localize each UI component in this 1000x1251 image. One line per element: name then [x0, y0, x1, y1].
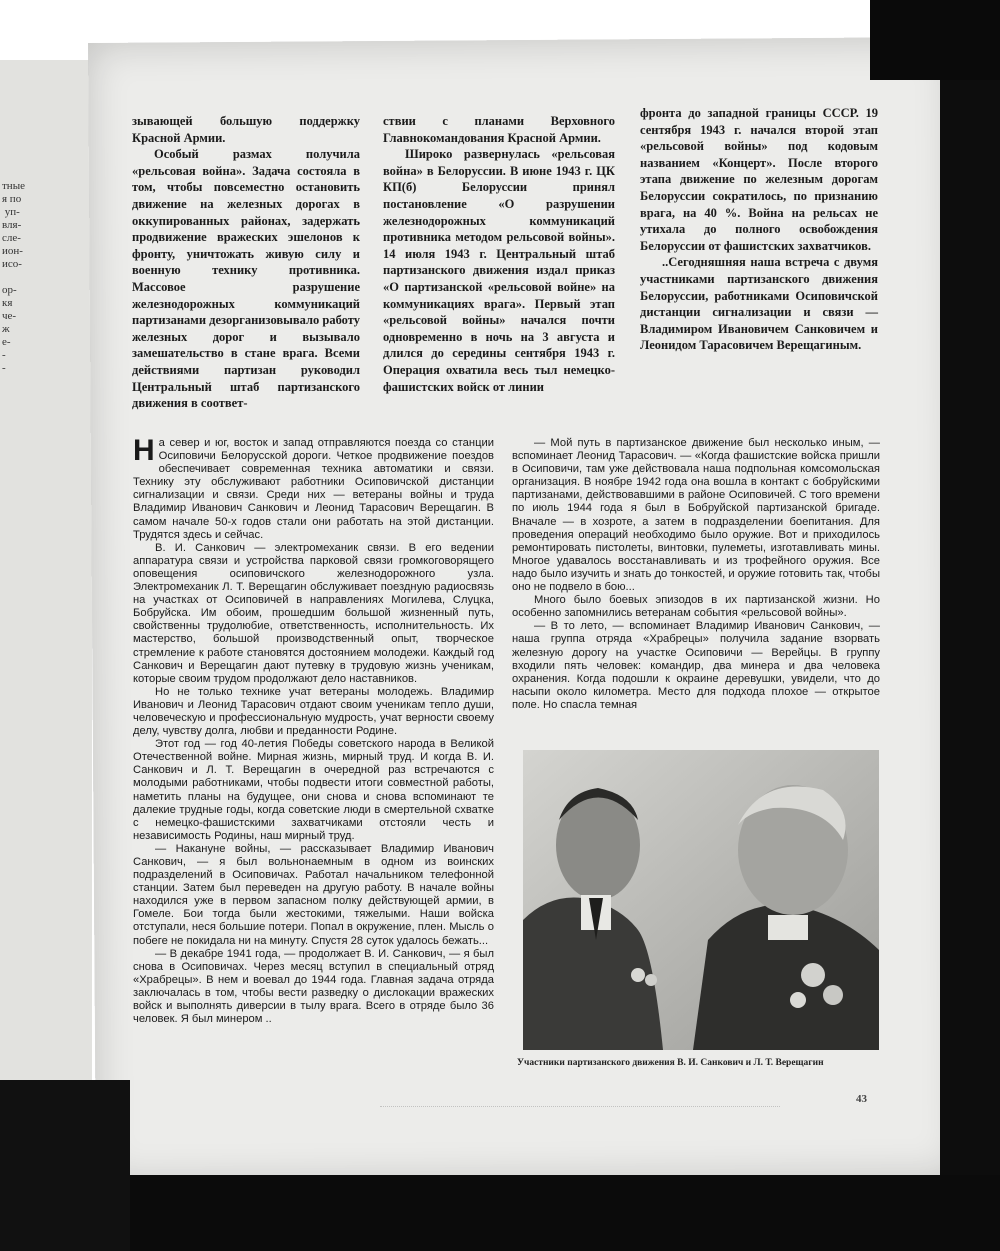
photo-caption: Участники партизанского движения В. И. Санкович и Л. Т. Верещагин: [517, 1058, 824, 1068]
paragraph: — Накануне войны, — рассказывает Владимир Иванович Санкович, — я был вольнонаемным в одном из воинских подразделений в Осиповичах. Работал начальником телефонной станции. Затем был переведен на другую работу. В начале войны находился уже в первом запасном полку действующей армии, в Гомеле. Бои тогда были жестокими, тяжелыми. Наши войска отступали, неся большие потери. Попал в окружение, плен. Мысль о побеге не покидала ни на минуту. Спустя 28 суток удалось бежать...: [133, 842, 494, 947]
drop-cap: Н: [133, 434, 155, 467]
paragraph: фронта до западной границы СССР. 19 сентября 1943 г. начался второй этап «рельсовой войны» под кодовым названием «Концерт». После второго этапа движение по железным дорогам Белоруссии сократилось, по признанию врага, на 40 %. Война на рельсах не утихала до полного освобождения Белоруссии от фашистских захватчиков.: [640, 106, 878, 253]
veterans-photo: [523, 750, 879, 1050]
paragraph-text: а север и юг, восток и запад отправляются поезда со станции Осиповичи Белорусской дороги. Четкое продвижение поездов обеспечивает современная техника автоматики и связи. Технику эту обслуживают работники Осиповичской дистанции сигнализации и связи. Среди них — ветераны войны и труда Владимир Иванович Санкович и Леонид Тарасович Верещагин. В самом начале 50-х годов стали они работать на этой дистанции. Трудятся здесь и сейчас.: [133, 437, 494, 541]
paragraph: Этот год — год 40-летия Победы советского народа в Великой Отечественной войне. Мирная жизнь, мирный труд. И когда В. И. Санкович и Л. Т. Верещагин в очередной раз встречаются с молодыми работниками, чтобы подвести итоги совместной работы, наметить планы на будущее, они снова и снова вспоминают те далекие трудные годы, когда советские люди в смертельной схватке с немецко-фашистскими захватчиками отстояли честь и независимость Родины, наш мирный труд.: [133, 738, 494, 842]
article-right-column: [512, 437, 880, 712]
paragraph: ..Сегодняшняя наша встреча с двумя участниками партизанского движения Белоруссии, работниками Осиповичской дистанции сигнализации и связи — Владимиром Ивановичем Санковичем и Леонидом Тарасовичем Верещагиным.: [640, 255, 878, 353]
paragraph: Широко развернулась «рельсовая война» в Белоруссии. В июне 1943 г. ЦК КП(б) Белоруссии принял постановление «О разрушении железнодорожных коммуникаций противника методом рельсовой войны». 14 июля 1943 г. Центральный штаб партизанского движения издал приказ «О партизанской «рельсовой войне» на коммуникациях врага». Первый этап «рельсовой войны» начался почти одновременно в ночь на 3 августа и длился до середины сентября 1943 г. Операция охватила весь тыл немецко-фашистских войск от линии: [383, 147, 615, 394]
scan-border-corner: [0, 1080, 130, 1251]
first-paragraph: [133, 434, 494, 542]
paragraph: Много было боевых эпизодов в их партизанской жизни. Но особенно запомнились ветеранам события «рельсовой войны».: [512, 594, 880, 620]
previous-page-fragments: тные я по уп- вля- сле- ион- исо- ор- кя че- ж е- - -: [2, 180, 25, 374]
photo-illustration: [523, 750, 879, 1050]
scan-border-right: [940, 0, 1000, 1251]
paragraph: Но не только технике учат ветераны молодежь. Владимир Иванович и Леонид Тарасович отдают своим ученикам тепло души, человеческую и профессиональную мудрость, учат верности своему делу, чувству долга, любви и преданности Родине.: [133, 685, 494, 738]
paragraph: зывающей большую поддержку Красной Армии.: [132, 114, 360, 145]
paragraph: — В то лето, — вспоминает Владимир Иванович Санкович, — наша группа отряда «Храбрецы» получила задание взорвать железную дорогу на участке Осиповичи — Верейцы. В группу входили пять человек: командир, два минера и два человека охранения. Когда подошли к окраине деревушки, увидели, что до насыпи около километра. Место для подхода плохое — открытое поле. Но спасла темная: [512, 620, 880, 711]
paragraph: — Мой путь в партизанское движение был несколько иным, — вспоминает Леонид Тарасович. — «Когда фашистские войска пришли в Осиповичи, там уже действовала наша подпольная комсомольская организация. В ноябре 1942 года она вошла в контакт с бобруйскими партизанами, действовавшими в районе Осиповичей. С того времени по июль 1944 года я был в Бобруйской партизанской бригаде. Вначале — в хозроте, а затем в подразделении боепитания. Для проведения операций необходимо было оружие. Вот и приходилось ремонтировать пистолеты, винтовки, пулеметы, изготавливать мины. Многое удавалось восстанавливать и из трофейного оружия. Все надо было изучить и знать до тонкостей, и оружие готовить так, чтобы оно не подвело в бою...: [512, 437, 880, 594]
scan-border-bottom: [0, 1175, 1000, 1251]
paragraph: ствии с планами Верховного Главнокомандования Красной Армии.: [383, 114, 615, 145]
print-smudge: [380, 1100, 780, 1107]
paragraph: В. И. Санкович — электромеханик связи. В его ведении аппаратура связи и устройства парковой связи громкоговорящего оповещения осиповичского железнодорожного узла. Электромеханик Л. Т. Верещагин обслуживает поездную радиосвязь на участках от Осиповичей в направлениях Могилева, Слуцка, Бобруйска. Им обоим, прошедшим большой жизненный путь, свойственны трудолюбие, ответственность, исполнительность. Их мастерство, большой производственный опыт, творческое стремление к работе становятся достоянием молодежи. Каждый год Санкович и Верещагин дают путевку в трудовую жизнь ученикам, которые своим трудом продолжают дело наставников.: [133, 541, 494, 685]
intro-column-1: [132, 113, 360, 412]
page-number: 43: [856, 1093, 867, 1105]
paragraph: Особый размах получила «рельсовая война». Задача состояла в том, чтобы повсеместно остановить движение на железных дорогах в оккупированных районах, задержать продвижение вражеских эшелонов к фронту, уничтожать живую силу и военную технику противника. Массовое разрушение железнодорожных коммуникаций партизанами дезорганизовывало работу железных дорог и вызывало замешательство в стане врага. Всеми действиями партизан руководил Центральный штаб партизанского движения в соответ-: [132, 147, 360, 411]
intro-column-2: [383, 113, 615, 395]
paragraph: — В декабре 1941 года, — продолжает В. И. Санкович, — я был снова в Осиповичах. Через месяц вступил в специальный отряд «Храбрецы». В нем и воевал до 1944 года. Главная задача отряда заключалась в том, чтобы вести разведку о дислокации вражеских войск и выполнять диверсии в тылу врага. Всего в отряде было 36 человек. Я был минером ..: [133, 947, 494, 1026]
scan-border-top: [870, 0, 1000, 80]
article-left-column: [133, 434, 494, 1026]
intro-column-3: [640, 105, 878, 354]
previous-page-edge: [0, 60, 92, 1180]
